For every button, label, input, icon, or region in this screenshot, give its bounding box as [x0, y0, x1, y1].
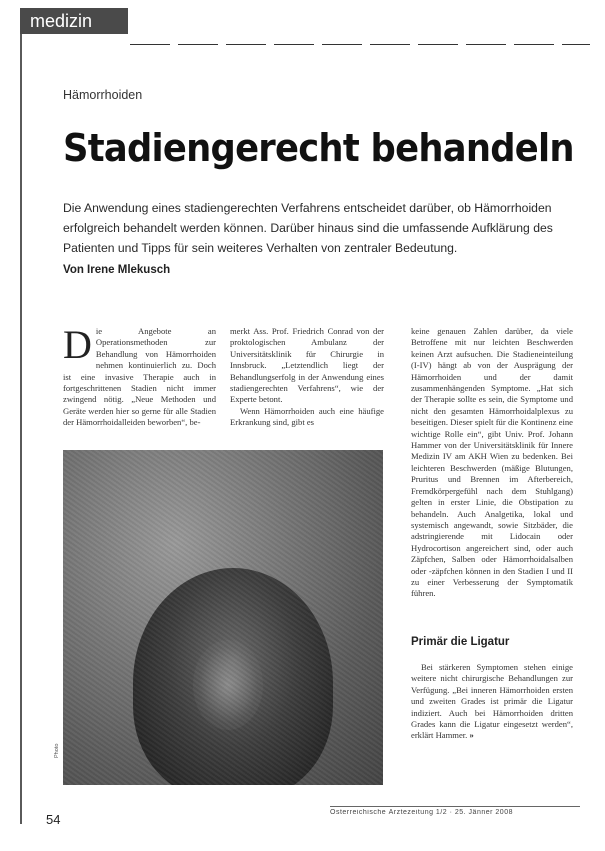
footer-rule: [330, 806, 580, 807]
column-1-text: ie Angebote an Operationsmethoden zur Behandlung von Hämorrhoiden nehmen kontinuierlich zu. Doch ist eine invasive Therapie auch in fortgeschrittenen Stadien nicht immer zwingend nötig. „Neue Methoden und Geräte werden hier so gerne für alle Stadien der Hämorrhoidalleiden beworben“, be-: [63, 326, 216, 428]
header-rule: [130, 44, 590, 45]
text-column-1: [63, 322, 216, 429]
left-margin-rule: [20, 34, 22, 824]
text-column-3-continued: [411, 662, 573, 742]
article-photo: [63, 450, 383, 785]
article-byline: Von Irene Mlekusch: [63, 264, 171, 276]
column-2-paragraph-2: Wenn Hämorrhoiden auch eine häufige Erkrankung sind, gibt es: [230, 405, 384, 428]
subheading: Primär die Ligatur: [411, 636, 510, 648]
column-2-paragraph-1: merkt Ass. Prof. Friedrich Conrad von der proktologischen Ambulanz der Universitätsklinik für Chirurgie in Innsbruck. „Letztendlich liegt der Behandlungserfolg in der Anwendung eines stadiengerechten Verfahrens“, wie der Experte betont.: [230, 326, 384, 405]
column-3-paragraph-2: Bei stärkeren Symptomen stehen einige weitere nicht chirurgische Behandlungen zur Verfügung. „Bei inneren Hämorrhoiden ersten und zweiten Grades ist primär die Ligatur indiziert. Auch bei Hämorrhoiden dritten Grades kann die Ligatur eingesetzt werden“, erklärt Hammer.: [411, 662, 573, 741]
text-column-3: [411, 326, 573, 600]
article-kicker: Hämorrhoiden: [63, 88, 143, 102]
page-number: 54: [46, 812, 61, 827]
photo-credit: Photo: [54, 743, 60, 758]
continue-arrow-icon: »: [469, 730, 474, 741]
column-3-paragraph-1: keine genauen Zahlen darüber, da viele Betroffene mit nur leichten Beschwerden keinen Arzt aufsuchen. Die Stadieneinteilung (I-IV) hängt ab von der Ausprägung der Hämorrhoiden und der damit zusammenhängenden Symptome. „Hat sich der Therapie sollte es sein, die Symptome und nicht den gesamten Hämorrhoidalplexus zu beseitigen. Dieser spielt für die Kontinenz eine wichtige Rolle ein“, gibt Univ. Prof. Johann Hammer von der Universitätsklinik für Innere Medizin IV am AKH Wien zu bedenken. Bei leichteren Beschwerden (mäßige Blutungen, Pruritus und Brennen im Afterbereich, Fremdkörpergefühl nach dem Stuhlgang) gelten in erster Linie, die Obstipation zu behandeln. Auch Analgetika, lokal und systemisch angewandt, sowie Sitzbäder, die adstringierende mit Lidocain oder Hydrocortison angereichert sind, oder auch Zäpfchen, Salben oder Hämorrhoidalsalben oder -zäpfchen können in den Stadien I und II zu einer Verbesserung der Symptomatik führen.: [411, 326, 573, 599]
text-column-2: [230, 326, 384, 429]
section-tab: medizin: [20, 8, 128, 34]
article-headline: Stadiengerecht behandeln: [63, 126, 574, 170]
drop-cap: D: [63, 322, 92, 367]
publication-footer: Österreichische Ärztezeitung 1/2 · 25. Jänner 2008: [330, 809, 513, 816]
article-lead: Die Anwendung eines stadiengerechten Verfahrens entscheidet darüber, ob Hämorrhoiden erfolgreich behandelt werden können. Darüber hinaus sind die umfassende Aufklärung des Patienten und Tipps für sein weiteres Verhalten von zentraler Bedeutung.: [63, 201, 553, 255]
